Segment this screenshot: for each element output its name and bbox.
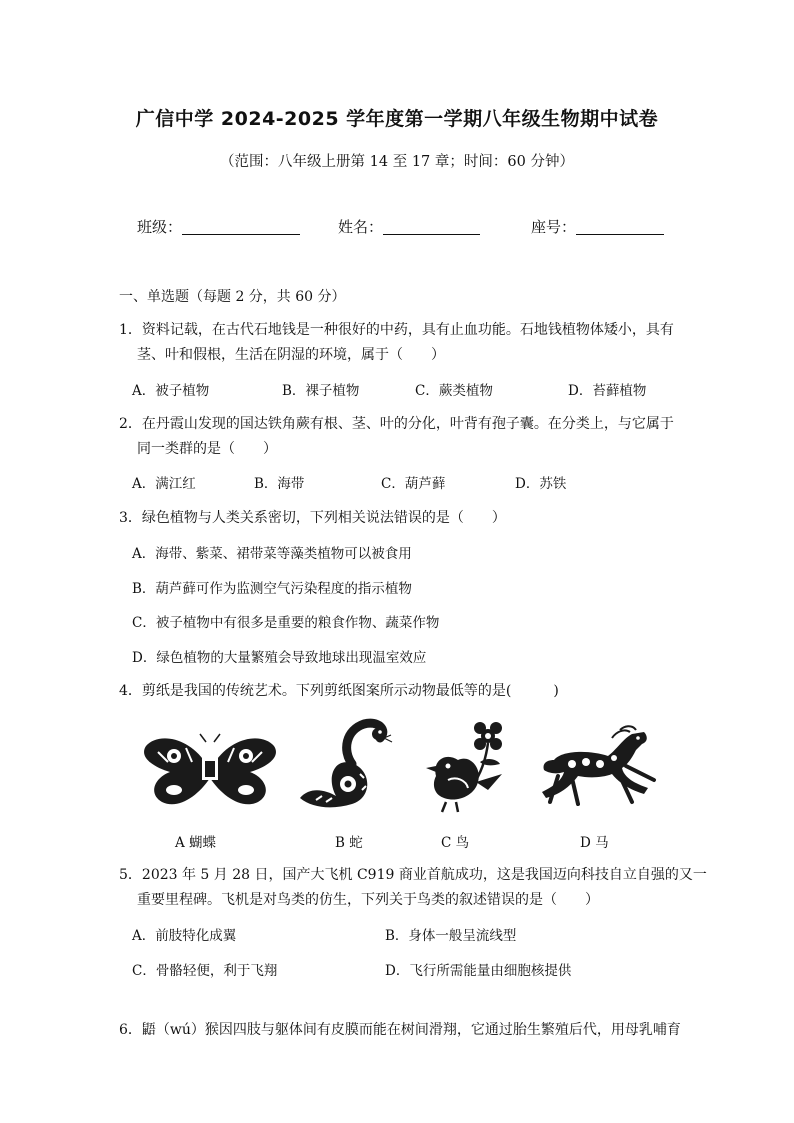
bird-papercut-image <box>418 718 512 814</box>
butterfly-papercut-image <box>140 732 280 812</box>
q5-option-d: D．飞行所需能量由细胞核提供 <box>385 963 572 979</box>
name-label: 姓名： <box>338 218 384 236</box>
caption-snake: B 蛇 <box>335 835 363 851</box>
caption-butterfly: A 蝴蝶 <box>175 835 217 851</box>
q1-option-d: D．苔藓植物 <box>568 383 647 399</box>
q2-line-2: 同一类群的是（ ） <box>137 441 277 457</box>
q5-option-b: B．身体一般呈流线型 <box>385 928 517 944</box>
q2-line-1: 2．在丹霞山发现的国达铁角蕨有根、茎、叶的分化，叶背有孢子囊。在分类上，与它属于 <box>119 416 674 432</box>
seat-label: 座号： <box>531 218 577 236</box>
q4-line-1: 4．剪纸是我国的传统艺术。下列剪纸图案所示动物最低等的是( ) <box>119 683 559 699</box>
seat-blank[interactable] <box>576 218 664 235</box>
q5-option-a: A．前肢特化成翼 <box>132 928 237 944</box>
q1-option-b: B．裸子植物 <box>282 383 360 399</box>
q1-line-1: 1．资料记载，在古代石地钱是一种很好的中药，具有止血功能。石地钱植物体矮小，具有 <box>119 322 674 338</box>
class-field <box>137 216 300 237</box>
class-blank[interactable] <box>182 218 300 235</box>
snake-papercut-image <box>296 716 396 814</box>
q2-option-a: A．满江红 <box>132 476 196 492</box>
q3-line-1: 3．绿色植物与人类关系密切，下列相关说法错误的是（ ） <box>119 510 506 526</box>
q1-option-a: A．被子植物 <box>132 383 210 399</box>
q6-line-1: 6．鼯（wú）猴因四肢与躯体间有皮膜而能在树间滑翔，它通过胎生繁殖后代，用母乳哺育 <box>119 1022 681 1038</box>
q1-line-2: 茎、叶和假根，生活在阴湿的环境，属于（ ） <box>137 347 445 363</box>
horse-papercut-image <box>532 724 664 808</box>
exam-subtitle: （范围：八年级上册第 14 至 17 章；时间：60 分钟） <box>220 154 574 170</box>
class-label: 班级： <box>137 218 183 236</box>
seat-field <box>531 216 664 237</box>
q3-option-d: D．绿色植物的大量繁殖会导致地球出现温室效应 <box>132 650 427 666</box>
name-blank[interactable] <box>383 218 480 235</box>
caption-bird: C 鸟 <box>441 835 470 851</box>
q2-option-b: B．海带 <box>254 476 305 492</box>
q3-option-a: A．海带、紫菜、裙带菜等藻类植物可以被食用 <box>132 546 412 562</box>
q3-option-c: C．被子植物中有很多是重要的粮食作物、蔬菜作物 <box>132 615 440 631</box>
q5-line-1: 5．2023 年 5 月 28 日，国产大飞机 C919 商业首航成功，这是我国迈向科技自立自强的又一 <box>119 867 707 883</box>
q5-option-c: C．骨骼轻便，利于飞翔 <box>132 963 278 979</box>
q5-line-2: 重要里程碑。飞机是对鸟类的仿生，下列关于鸟类的叙述错误的是（ ） <box>137 892 599 908</box>
q2-option-d: D．苏铁 <box>515 476 567 492</box>
caption-horse: D 马 <box>580 835 609 851</box>
name-field <box>338 216 480 237</box>
q1-option-c: C．蕨类植物 <box>415 383 493 399</box>
q2-option-c: C．葫芦藓 <box>381 476 446 492</box>
exam-title: 广信中学 2024-2025 学年度第一学期八年级生物期中试卷 <box>135 108 659 130</box>
q3-option-b: B．葫芦藓可作为监测空气污染程度的指示植物 <box>132 581 412 597</box>
section-heading: 一、单选题（每题 2 分，共 60 分） <box>119 289 346 305</box>
